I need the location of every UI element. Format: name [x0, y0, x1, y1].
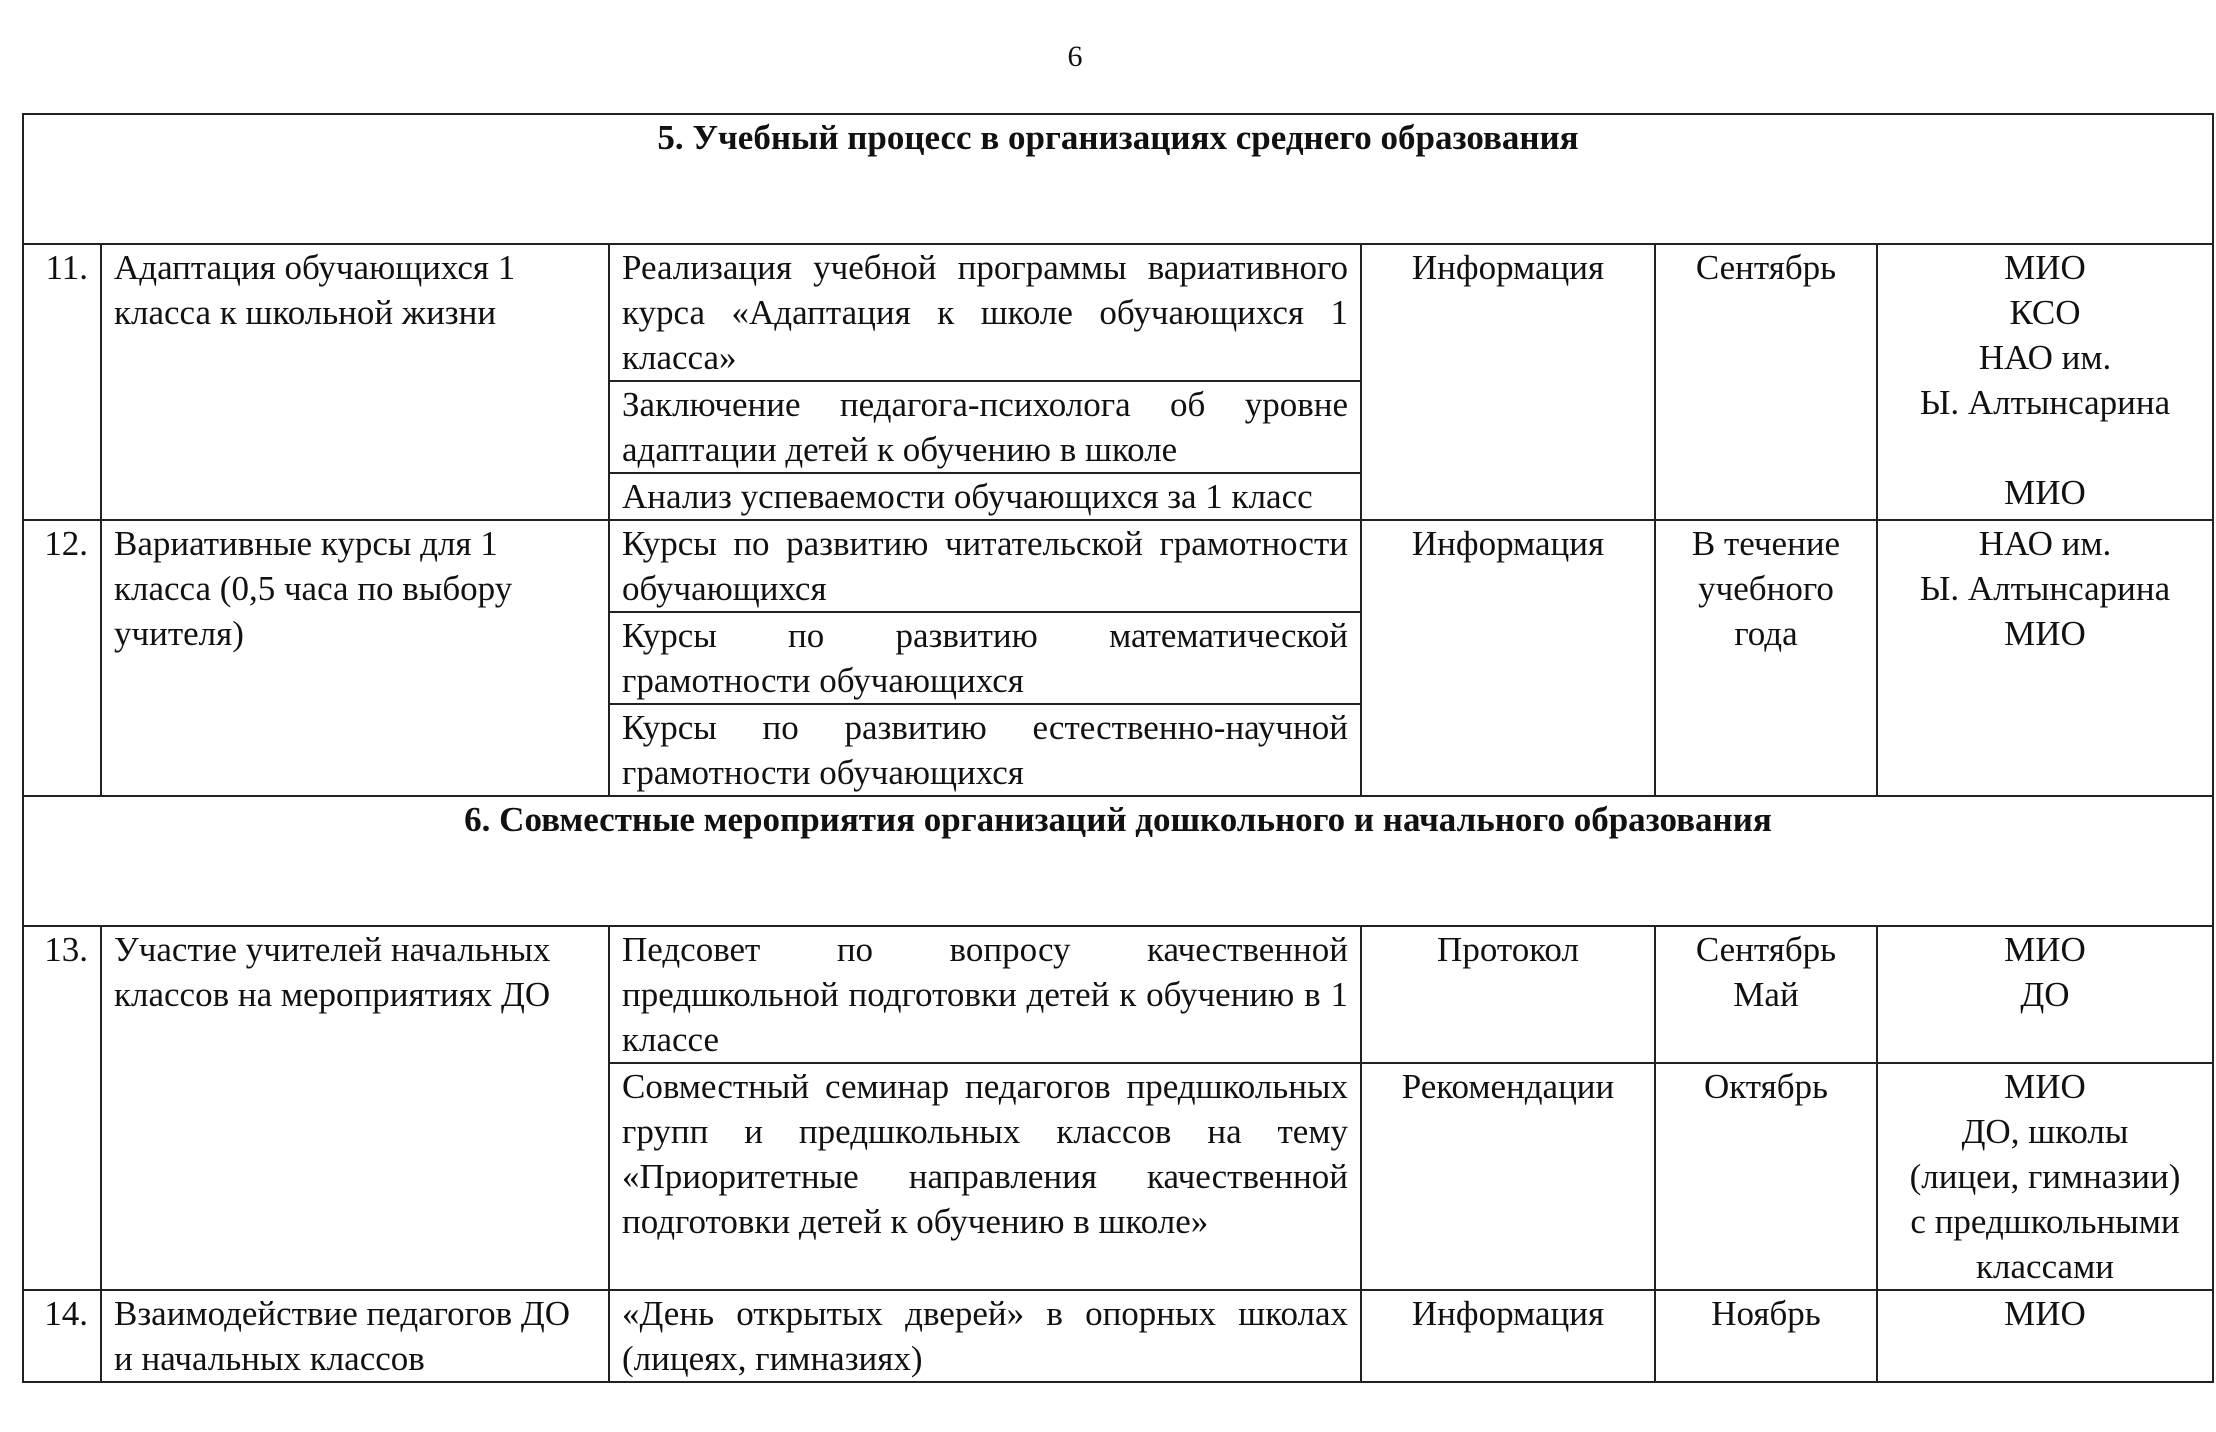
term-line: Сентябрь [1695, 930, 1837, 969]
row-term [1655, 1063, 1877, 1290]
table-row [23, 520, 2213, 612]
row-form: Протокол [1361, 926, 1655, 1063]
row-topic: Адаптация обучающихся 1 класса к школьной жизни [101, 244, 609, 520]
row-event: Совместный семинар педагогов предшкольных групп и предшкольных классов на тему «Приоритетные направления качественной подготовки детей к обучению в школе» [609, 1063, 1361, 1290]
row-event: Курсы по развитию естественно-научной грамотности обучающихся [609, 704, 1361, 796]
term-line: Октябрь [1703, 1067, 1829, 1106]
row-responsible [1877, 520, 2213, 796]
responsible-line: с предшкольными [1910, 1202, 2180, 1241]
responsible-line: МИО [2004, 248, 2086, 287]
responsible-line: Ы. Алтынсарина [1919, 569, 2171, 608]
row-event: Анализ успеваемости обучающихся за 1 класс [609, 473, 1361, 520]
row-form: Информация [1361, 244, 1655, 520]
row-form: Информация [1361, 1290, 1655, 1382]
row-form: Рекомендации [1361, 1063, 1655, 1290]
table-row [23, 1290, 2213, 1382]
responsible-line: ДО [2020, 975, 2070, 1014]
row-number: 12. [23, 520, 101, 796]
responsible-line: МИО [2004, 473, 2086, 512]
responsible-line: МИО [2004, 930, 2086, 969]
row-term: Ноябрь [1655, 1290, 1877, 1382]
row-event: Реализация учебной программы вариативного курса «Адаптация к школе обучающихся 1 класса» [609, 244, 1361, 381]
page-number: 6 [1067, 40, 1083, 73]
term-line: Май [1733, 975, 1799, 1014]
section-header [23, 796, 2213, 926]
section-title: 5. Учебный процесс в организациях среднего образования [23, 114, 2213, 244]
section-header [23, 114, 2213, 244]
responsible-line: Ы. Алтынсарина [1919, 383, 2171, 422]
row-responsible [1877, 926, 2213, 1063]
row-topic: Участие учителей начальных классов на мероприятиях ДО [101, 926, 609, 1290]
responsible-line: МИО [2004, 1067, 2086, 1106]
row-event: Курсы по развитию читательской грамотности обучающихся [609, 520, 1361, 612]
row-term [1655, 926, 1877, 1063]
row-topic: Вариативные курсы для 1 класса (0,5 часа по выбору учителя) [101, 520, 609, 796]
table-row [23, 244, 2213, 381]
row-event: «День открытых дверей» в опорных школах (лицеях, гимназиях) [609, 1290, 1361, 1382]
responsible-line: (лицеи, гимназии) [1909, 1157, 2181, 1196]
section-title: 6. Совместные мероприятия организаций дошкольного и начального образования [23, 796, 2213, 926]
responsible-line: МИО [2004, 614, 2086, 653]
row-number: 13. [23, 926, 101, 1290]
row-term: Сентябрь [1655, 244, 1877, 520]
plan-table [22, 113, 2214, 1383]
row-event: Курсы по развитию математической грамотности обучающихся [609, 612, 1361, 704]
responsible-line: классами [1976, 1247, 2114, 1286]
row-number: 11. [23, 244, 101, 520]
row-responsible [1877, 244, 2213, 520]
responsible-line: ДО, школы [1961, 1112, 2129, 1151]
row-responsible [1877, 1063, 2213, 1290]
responsible-line: НАО им. [1978, 524, 2112, 563]
row-event: Педсовет по вопросу качественной предшкольной подготовки детей к обучению в 1 классе [609, 926, 1361, 1063]
table-row [23, 926, 2213, 1063]
row-responsible: МИО [1877, 1290, 2213, 1382]
row-number: 14. [23, 1290, 101, 1382]
responsible-line: НАО им. [1978, 338, 2112, 377]
row-topic: Взаимодействие педагогов ДО и начальных классов [101, 1290, 609, 1382]
row-form: Информация [1361, 520, 1655, 796]
row-event: Заключение педагога-психолога об уровне адаптации детей к обучению в школе [609, 381, 1361, 473]
responsible-line: КСО [2009, 293, 2081, 332]
row-term: В течение учебного года [1655, 520, 1877, 796]
